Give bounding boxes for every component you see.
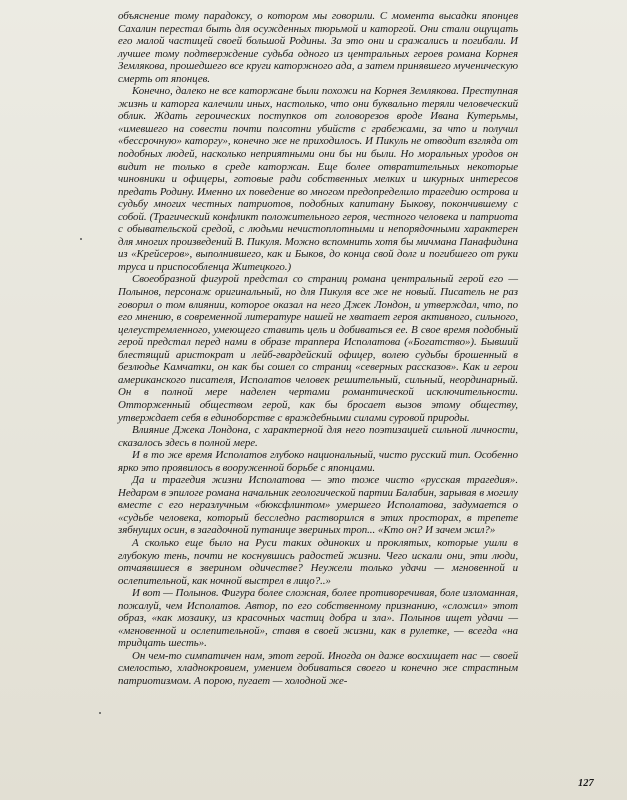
paragraph-9: Он чем-то симпатичен нам, этот герой. Иногда он даже восхищает нас — своей смелостью, хладнокровием, умением добиваться своего и конечно же страстным патриотизмом. А порою, пугает — холодной же- — [118, 649, 518, 687]
paragraph-8: И вот — Полынов. Фигура более сложная, более противоречивая, боле изломанная, пожалуй, чем Исполатов. Автор, по его собственному признанию, «сложил» этот образ, «как мозаику, из красочных частиц добра и зла». Полынов ищет удачи — «мгновенной и ослепительной», ставя в своей жизни, как в рулетке, — всегда «на тридцать шесть». — [118, 587, 518, 650]
paragraph-4: Влияние Джека Лондона, с характерной для него поэтизацией сильной личности, сказалось здесь в полной мере. — [118, 424, 518, 449]
paragraph-1: объяснение тому парадоксу, о котором мы говорили. С момента высадки японцев Сахалин перестал быть для осужденных тюрьмой и каторгой. Они стали ощущать его малой частицей своей большой Родины. За это они и сражались и погибали. И лучшее тому подтверждение судьба одного из центральных героев романа Корнея Землякова, прошедшего все круги каторжного ада, а затем принявшего мученическую смерть от японцев. — [118, 10, 518, 85]
paragraph-5: И в то же время Исполатов глубоко национальный, чисто русский тип. Особенно ярко это проявилось в вооруженной борьбе с японцами. — [118, 449, 518, 474]
paragraph-6: Да и трагедия жизни Исполатова — это тоже чисто «русская трагедия». Недаром в эпилоге романа начальник геологической партии Балабин, зарывая в могилу вместе с его неразлучным «бюксфлинтом» умершего Исполатова, задумается о «судьбе человека, который бесследно растворился в этих просторах, в трепете зябнущих осин, в загадочной путанице звериных троп... «Кто он? И зачем жил?» — [118, 474, 518, 537]
page-number: 127 — [578, 778, 594, 789]
paragraph-7: А сколько еще было на Руси таких одиноких и проклятых, которые ушли в глубокую тень, почти не коснувшись радостей жизни. Чего искали они, эти люди, отчаявшиеся в зверином одичестве? Неужели только удачи — мгновенной и ослепительной, как ночной выстрел в лицо?..» — [118, 536, 518, 587]
article-text — [118, 10, 518, 688]
paragraph-2: Конечно, далеко не все каторжане были похожи на Корнея Землякова. Преступная жизнь и каторга калечили иных, настолько, что они буквально теряли человеческий облик. Ждать героических поступков от головорезов вроде Ивана Кутерьмы, «имевшего на совести почти полсотни убийств с грабежами, за что и получил «бессрочную» каторгу», конечно же не приходилось. И Пикуль не отводит взгляда от подобных людей, насколько неприятными они бы ни были. Но моральных уродов он видит не только в среде каторжан. Еще более отвратительных некоторые чиновники и офицеры, готовые ради собственных мелких и шкурных интересов предать Родину. Именно их поведение во многом предопределило трагедию острова и судьбу многих честных патриотов, подобных капитану Быкову, покончившему с собой. (Трагический конфликт положительного героя, честного человека и патриота с обывательской средой, с людьми нечистоплотными и непорядочными характерен для многих произведений В. Пикуля. Можно вспомнить хотя бы мичмана Панафидина из «Крейсеров», выполнившего, как и Быков, до конца свой долг и погибшего от руки труса и приспособленца Житецкого.) — [118, 85, 518, 273]
print-speck — [99, 712, 101, 714]
print-speck — [80, 238, 82, 240]
paragraph-3: Своеобразной фигурой предстал со страниц романа центральный герой его — Полынов, персонаж оригинальный, но для Пикуля все же не новый. Писатель не раз говорил о том влиянии, которое оказал на него Джек Лондон, и утверждал, что, по его мнению, в современной литературе нашей не хватает героя активного, сильного, целеустремленного, умеющего ставить цель и добиваться ее. В свое время подобный герой предстал перед нами в образе траппера Исполатова («Богатство»). Бывший блестящий аристократ и лейб-гвардейский офицер, волею судьбы брошенный в безлюдье Камчатки, он как бы сошел со страниц «северных рассказов». Как и герои американского писателя, Исполатов человек решительный, сильный, неординарный. Он в полной мере наделен чертами романтической исключительности. Отторженный обществом герой, как бы бросает вызов этому обществу, утверждает себя в единоборстве с враждебными силами суровой природы. — [118, 273, 518, 424]
